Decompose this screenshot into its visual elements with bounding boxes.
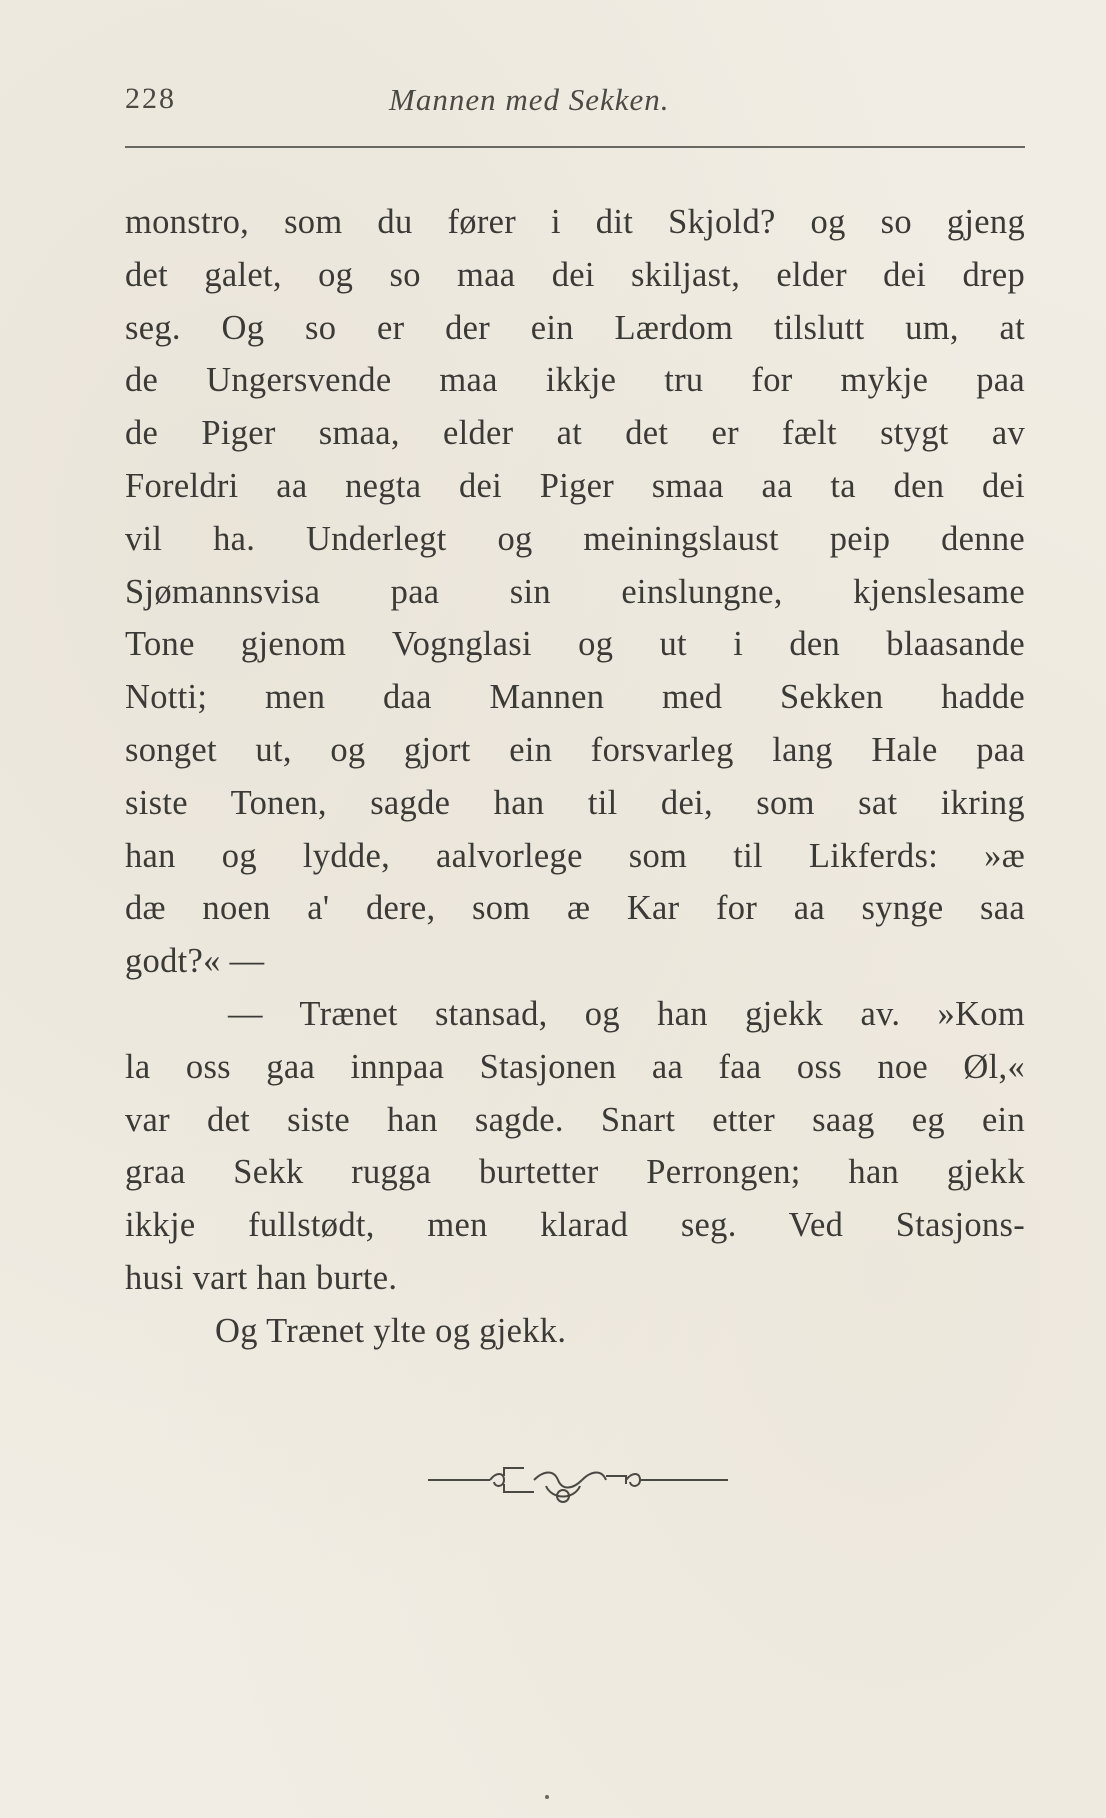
page-number: 228 [125, 82, 176, 115]
running-head [125, 82, 1025, 122]
text-line: Og Trænet ylte og gjekk. [215, 1311, 567, 1350]
text-line: — Trænet stansad, og han gjekk av. »Kom [228, 994, 1025, 1033]
running-title: Mannen med Sekken. [389, 82, 670, 117]
text-line: siste Tonen, sagde han til dei, som sat ikring [125, 783, 1025, 822]
text-line: monstro, som du fører i dit Skjold? og so gjeng [125, 203, 1025, 241]
text-line: vil ha. Underlegt og meiningslaust peip denne [125, 519, 1025, 558]
text-line: songet ut, og gjort ein forsvarleg lang Hale paa [125, 730, 1025, 769]
body-text [125, 196, 1025, 1358]
text-line: graa Sekk rugga burtetter Perrongen; han gjekk [125, 1153, 1025, 1192]
text-line: husi vart han burte. [125, 1258, 398, 1297]
text-line: Notti; men daa Mannen med Sekken hadde [125, 678, 1025, 717]
text-line: godt?« — [125, 942, 265, 981]
text-line: Sjømannsvisa paa sin einslungne, kjenslesame [125, 572, 1025, 611]
text-line: Tone gjenom Vognglasi og ut i den blaasande [125, 625, 1025, 664]
text-line: de Piger smaa, elder at det er fælt stygt av [125, 414, 1025, 453]
text-line: han og lydde, aalvorlege som til Likferds: »æ [125, 836, 1025, 875]
text-line: la oss gaa innpaa Stasjonen aa faa oss noe Øl,« [125, 1047, 1025, 1086]
end-ornament [428, 1460, 728, 1510]
text-line: ikkje fullstødt, men klarad seg. Ved Stasjons- [125, 1206, 1025, 1245]
header-rule [125, 146, 1025, 148]
paper-speck [545, 1795, 549, 1799]
text-line: det galet, og so maa dei skiljast, elder dei drep [125, 255, 1025, 294]
text-line: dæ noen a' dere, som æ Kar for aa synge saa [125, 889, 1025, 928]
text-line: seg. Og so er der ein Lærdom tilslutt um, at [125, 308, 1025, 347]
text-line: var det siste han sagde. Snart etter saag eg ein [125, 1100, 1025, 1139]
text-line: Foreldri aa negta dei Piger smaa aa ta den dei [125, 466, 1025, 505]
text-line: de Ungersvende maa ikkje tru for mykje paa [125, 361, 1025, 400]
